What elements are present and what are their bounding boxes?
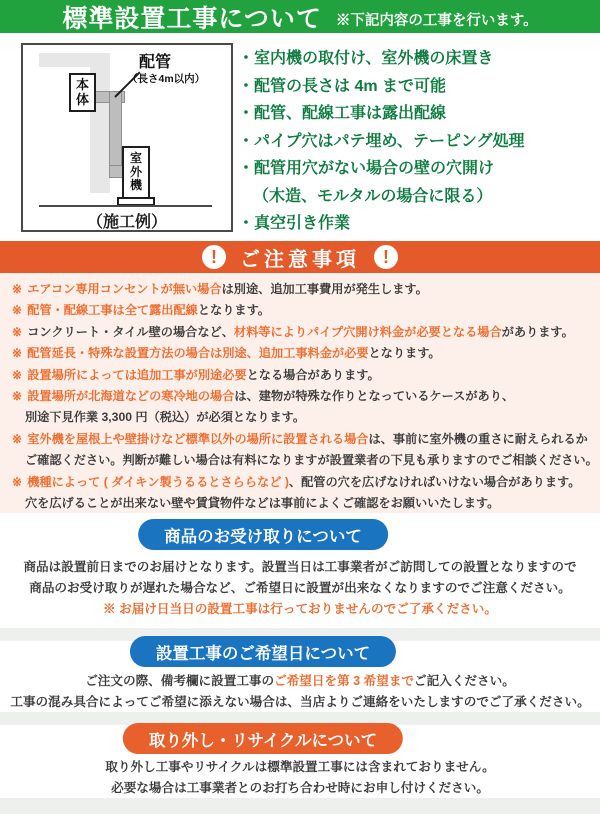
note-highlight: 配管延長・特殊な設置方法の場合は別途、追加工事料金が必要 xyxy=(27,346,369,361)
receipt-warning: ※ お届け日当日の設置工事は行っておりませんのでご了承ください。 xyxy=(103,602,497,616)
ground-line xyxy=(39,205,212,207)
note-line xyxy=(12,429,596,450)
note-line xyxy=(12,343,596,364)
note-line xyxy=(12,472,596,493)
work-item: ・配管の長さは 4m まで可能 xyxy=(238,77,447,95)
note-line xyxy=(12,300,596,321)
note-marker: ※ xyxy=(12,431,23,446)
note-highlight: 配管・配線工事は全て露出配線 xyxy=(27,303,198,318)
note-continuation: 穴を広げることが出来ない壁や賃貸物件などは事前によくご確認をお願いいたします。 xyxy=(25,496,500,511)
note-line xyxy=(12,365,596,386)
installation-diagram xyxy=(21,43,233,232)
note-line xyxy=(12,279,596,300)
note-marker: ※ xyxy=(12,282,23,296)
notice-notes-list xyxy=(0,273,600,513)
schedule-highlight: ご希望日を第 3 希望まで xyxy=(274,674,415,688)
schedule-section-title: 設置工事のご希望日について xyxy=(130,636,396,667)
schedule-line: 工事の混み具合によってご希望に添えない場合は、当店よりご連絡をいたしますのでご了承ください。 xyxy=(10,695,590,709)
note-highlight: 室外機を屋根上や壁掛けなど標準以外の場所に設置される場合 xyxy=(27,431,369,446)
receipt-line: 商品のお受け取りが遅れた場合など、ご希望日に設置が出来なくなりますのでご注意ください。 xyxy=(29,581,571,595)
note-text: となります。 xyxy=(197,303,270,318)
removal-line: 取り外し工事やリサイクルは標準設置工事には含まれておりません。 xyxy=(105,760,495,774)
notice-title: ご注意事項 xyxy=(240,248,360,271)
indoor-unit-box xyxy=(69,73,96,112)
receipt-line: 商品は設置前日までのお届けとなります。設置当日は工事業者がご訪問しての設置となりますので xyxy=(23,560,577,574)
note-text: となる場合があります。 xyxy=(246,367,380,382)
exclamation-icon: ! xyxy=(202,245,226,269)
page-title: 標準設置工事について xyxy=(62,4,322,33)
note-highlight: 機種によって ( ダイキン製うるるとさららなど ) xyxy=(27,474,289,489)
work-items-list xyxy=(238,45,598,238)
note-marker: ※ xyxy=(12,367,23,382)
schedule-text: ご記入ください。 xyxy=(414,674,515,688)
outdoor-unit-box xyxy=(122,146,150,199)
note-highlight: 材料等によりパイプ穴開け料金が必要となる場合 xyxy=(233,324,502,339)
work-item: ・室内機の取付け、室外機の床置き xyxy=(238,50,494,67)
header-bar xyxy=(0,0,600,33)
note-text: コンクリート・タイル壁の場合など、 xyxy=(27,324,234,339)
note-highlight: エアコン専用コンセントが無い場合 xyxy=(27,282,222,296)
note-text: があります。 xyxy=(501,324,574,339)
note-marker: ※ xyxy=(12,303,23,318)
note-line xyxy=(12,386,596,407)
removal-line: 必要な場合は工事業者とのお打ち合わせ時にお申し付けください。 xyxy=(111,781,489,795)
note-text: は、建物が特殊な作りとなっているケースがあり、 xyxy=(234,389,515,404)
note-text: 、配管の穴を広げなければいけない場合があります。 xyxy=(288,474,581,489)
work-item: ・配管、配線工事は露出配線 xyxy=(238,105,447,122)
note-marker: ※ xyxy=(12,474,23,489)
notice-header-bar xyxy=(0,241,600,273)
note-highlight: 設置場所によっては追加工事が別途必要 xyxy=(27,367,247,382)
page-subtitle: ※下記内容の工事を行います。 xyxy=(335,12,538,29)
note-marker: ※ xyxy=(12,346,23,361)
work-item-note: （木造、モルタルの場合に限る） xyxy=(253,187,493,205)
exclamation-icon: ! xyxy=(374,245,398,269)
note-marker: ※ xyxy=(12,389,23,404)
note-text: は、事前に室外機の重さに耐えられるか xyxy=(368,431,588,446)
note-text: は別途、追加工事費用が発生します。 xyxy=(221,282,428,296)
diagram-caption: （施工例） xyxy=(86,214,167,231)
note-continuation: 別途下見作業 3,300 円（税込）が必須となります。 xyxy=(25,410,306,425)
pipe-length-note: （長さ4m以内） xyxy=(127,73,206,85)
section-separator xyxy=(0,798,600,814)
outdoor-unit-label: 室外機 xyxy=(129,151,142,193)
receipt-section-title: 商品のお受け取りについて xyxy=(138,519,388,550)
indoor-unit-label: 本体 xyxy=(75,76,89,107)
schedule-text: ご注文の際、備考欄に設置工事の xyxy=(85,674,275,688)
note-continuation: ご確認ください。判断が難しい場合は有料になりますが設置業者の下見も承りますのでご相談ください。 xyxy=(25,453,598,468)
note-marker: ※ xyxy=(12,324,23,339)
work-item: ・配管用穴がない場合の壁の穴開け xyxy=(238,160,495,177)
removal-section-title: 取り外し・リサイクルについて xyxy=(123,723,403,754)
note-text: となります。 xyxy=(368,346,441,361)
note-line xyxy=(12,322,596,343)
work-item: ・パイプ穴はパテ埋め、テーピング処理 xyxy=(238,132,525,150)
schedule-line xyxy=(0,670,600,689)
note-highlight: 設置場所が北海道などの寒冷地の場合 xyxy=(27,389,235,404)
work-item: ・真空引き作業 xyxy=(238,215,351,232)
pipe-label: 配管 xyxy=(139,54,172,71)
